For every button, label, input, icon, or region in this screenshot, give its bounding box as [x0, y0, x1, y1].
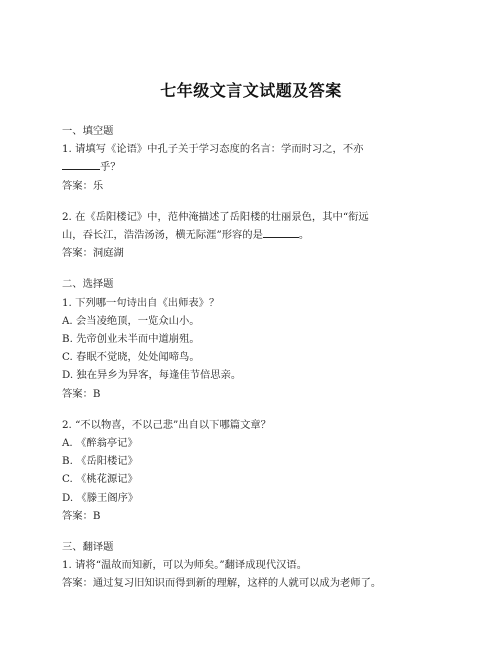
- question-text: 1. 请填写《论语》中孔子关于学习态度的名言：学而时习之，不亦: [62, 143, 364, 156]
- answer-line: 答案：通过复习旧知识而得到新的理解，这样的人就可以成为老师了。: [62, 577, 382, 590]
- question-line: [62, 226, 447, 244]
- question-text: 乎？: [100, 161, 121, 174]
- section-heading-fill-in: 一、填空题: [62, 125, 114, 137]
- section-heading-multiple-choice: 二、选择题: [62, 278, 114, 291]
- question-line: [62, 208, 447, 226]
- option-item: C. 《桃花源记》: [62, 473, 138, 486]
- option-item: D. 《滕王阁序》: [62, 491, 139, 504]
- section-heading-translation: 三、翻译题: [62, 541, 114, 554]
- question-line: [62, 158, 447, 176]
- question-line: 1. 请将“温故而知新，可以为师矣。”翻译成现代汉语。: [62, 559, 308, 572]
- question-line: 1. 下列哪一句诗出自《出师表》？: [62, 296, 220, 309]
- answer-line: 答案：B: [62, 387, 101, 400]
- option-item: B. 先帝创业未半而中道崩殂。: [62, 333, 200, 346]
- question-text: 。: [298, 229, 310, 242]
- question-line: 2. “不以物喜，不以己悲”出自以下哪篇文章？: [62, 418, 271, 431]
- option-item: A. 《醉翁亭记》: [62, 437, 138, 450]
- answer-line: 答案：洞庭湖: [62, 247, 124, 260]
- question-text: 2. 在《岳阳楼记》中，范仲淹描述了岳阳楼的壮丽景色，其中“衔远: [62, 210, 369, 223]
- question-line: [62, 140, 447, 158]
- option-item: A. 会当凌绝顶，一览众山小。: [62, 314, 200, 327]
- answer-line: 答案：B: [62, 509, 101, 522]
- question-text: 山，吞长江，浩浩汤汤，横无际涯”形容的是: [62, 229, 263, 242]
- answer-blank: [62, 158, 100, 170]
- option-item: B. 《岳阳楼记》: [62, 455, 138, 468]
- option-item: D. 独在异乡为异客，每逢佳节倍思亲。: [62, 369, 242, 382]
- answer-blank: [263, 226, 299, 238]
- document-body: [62, 122, 447, 593]
- option-item: C. 春眠不觉晓，处处闻啼鸟。: [62, 351, 200, 364]
- answer-line: 答案：乐: [62, 179, 104, 192]
- document-title: 七年级文言文试题及答案: [160, 81, 342, 100]
